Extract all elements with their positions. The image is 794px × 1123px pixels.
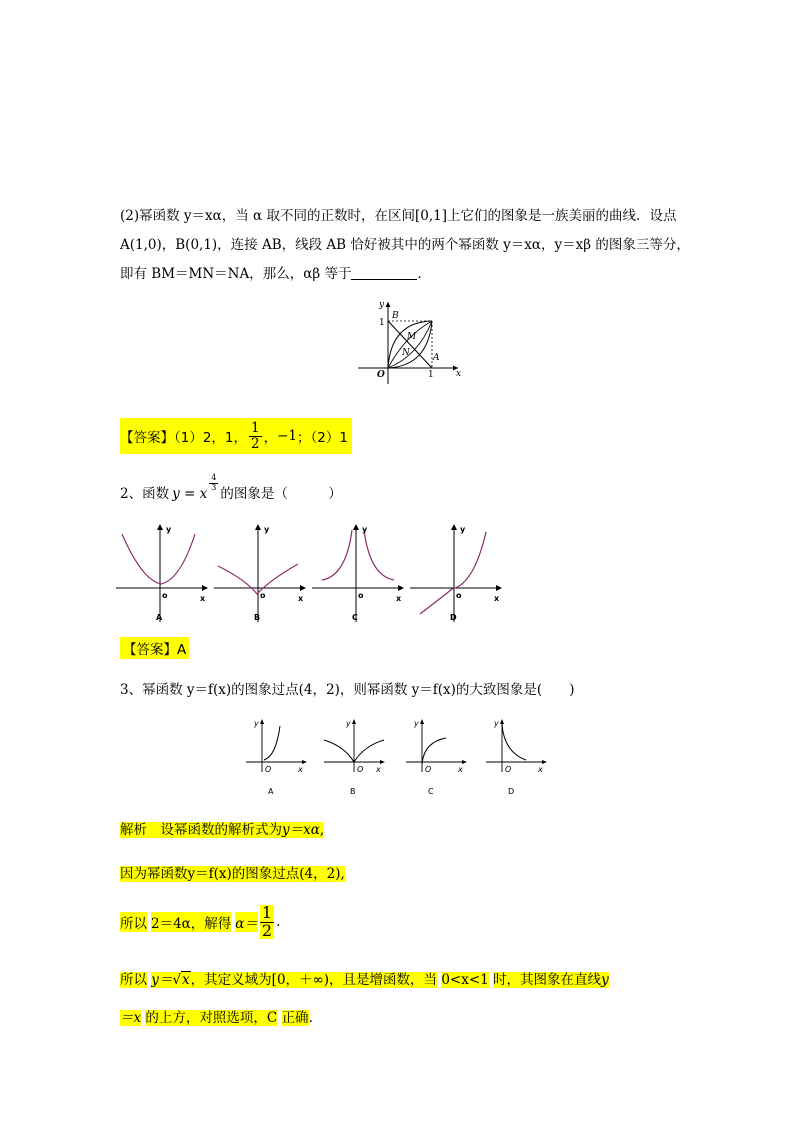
q2-line2: A(1,0)，B(0,1)，连接 AB，线段 AB 恰好被其中的两个幂函数 y＝xα，y＝xβ 的图象三等分， bbox=[120, 237, 690, 253]
q3-option-a bbox=[246, 719, 307, 796]
q3-y-label: y bbox=[346, 719, 351, 728]
sol-l4-a: 所以 bbox=[120, 972, 147, 988]
q3-x-label: x bbox=[458, 765, 463, 774]
q3-curve bbox=[422, 738, 446, 764]
q2b-y-arrow bbox=[255, 524, 261, 530]
q2b-pre: 2、函数 bbox=[120, 486, 170, 502]
answer-1-neg: −1 bbox=[277, 428, 298, 444]
sol-l4-c: ，其定义域为[0，＋∞)，且是增函数，当 bbox=[190, 972, 438, 988]
q3-x-label: x bbox=[376, 765, 381, 774]
sol-l3-fraction bbox=[260, 902, 274, 940]
q2b-x-arrow bbox=[398, 585, 404, 591]
q2b-option-label: C bbox=[352, 613, 358, 622]
sol-l4-f: y bbox=[601, 972, 609, 988]
q2-line3-end: ． bbox=[417, 266, 431, 282]
q3-option-d bbox=[486, 719, 547, 796]
q2-line3-text: 即有 BM＝MN＝NA，那么，αβ 等于 bbox=[120, 266, 352, 282]
q3-origin-label: O bbox=[357, 765, 364, 774]
q2b-x-arrow bbox=[300, 585, 306, 591]
sol-l4-b: y＝ bbox=[151, 972, 173, 988]
q2b-func: y = x bbox=[172, 486, 208, 502]
q3-option-c bbox=[406, 719, 467, 796]
q2b-option-b bbox=[214, 524, 306, 622]
sol-l3-d: α＝ bbox=[235, 912, 258, 932]
answer-1-frac-num: 1 bbox=[251, 420, 260, 437]
sol-l4-sqrt: x bbox=[182, 972, 190, 988]
q2b-curve bbox=[420, 532, 486, 614]
q2b-x-arrow bbox=[496, 585, 502, 591]
q2b-x-label: x bbox=[396, 594, 402, 603]
q2b-y-label: y bbox=[166, 525, 172, 534]
q3-curve bbox=[502, 724, 526, 760]
q3-option-b bbox=[324, 719, 385, 796]
q2b-options-graphs bbox=[112, 522, 500, 626]
answer-1-prefix: 【答案】（1）2，1， bbox=[120, 430, 248, 446]
q3-x-arrow bbox=[462, 760, 467, 764]
q2b-y-arrow bbox=[451, 524, 457, 530]
q2b-option-label: A bbox=[156, 613, 163, 622]
answer-2: 【答案】A bbox=[120, 637, 189, 659]
q2b-option-a bbox=[116, 524, 208, 622]
q3-text: 3、幂函数 y＝f(x)的图象过点(4，2)，则幂函数 y＝f(x)的大致图象是( ) bbox=[120, 682, 575, 698]
sol-l3-e: . bbox=[276, 914, 281, 930]
sol-l1-a: 解析 设幂函数的解析式为 bbox=[120, 822, 282, 838]
q3-y-label: y bbox=[494, 719, 499, 728]
sol-l3-a: 所以 bbox=[120, 912, 147, 932]
q2b-curve bbox=[322, 530, 394, 580]
fig-O: O bbox=[377, 370, 385, 380]
fig-x-label: x bbox=[456, 369, 462, 379]
q3-origin-label: O bbox=[425, 765, 432, 774]
sol-l5-c: 正确 bbox=[281, 1010, 309, 1026]
q3-y-arrow bbox=[420, 719, 424, 724]
solution-line4 bbox=[120, 968, 609, 988]
solution-line3 bbox=[120, 900, 280, 944]
sol-l2-a: 因为幂函数 bbox=[120, 866, 188, 882]
q2b-y-arrow bbox=[353, 524, 359, 530]
sol-l2-b: y＝f(x)的图象过点(4，2) bbox=[187, 866, 341, 882]
q2b-x-label: x bbox=[200, 594, 206, 603]
q3-origin-label: O bbox=[265, 765, 272, 774]
answer-1-sep: ， bbox=[263, 430, 278, 446]
q3-y-arrow bbox=[500, 719, 504, 724]
q3-y-label: y bbox=[254, 719, 259, 728]
q2b-option-d bbox=[410, 524, 502, 622]
fig-M: M bbox=[407, 332, 417, 342]
q2b-exp-den: 3 bbox=[211, 482, 217, 492]
sol-l4-e: 时，其图象在直线 bbox=[493, 972, 602, 988]
q2b-origin-label: o bbox=[456, 591, 462, 600]
q3-origin-label: O bbox=[505, 765, 512, 774]
fig-y-label: y bbox=[379, 300, 385, 310]
q2b-y-label: y bbox=[362, 525, 368, 534]
q2b-option-label: B bbox=[254, 613, 261, 622]
q2-line1: (2)幂函数 y＝xα，当 α 取不同的正数时，在区间[0,1]上它们的图象是一族美丽的曲线．设点 bbox=[120, 208, 677, 224]
q2b-x-label: x bbox=[298, 594, 304, 603]
q2b-x-arrow bbox=[202, 585, 208, 591]
sol-l4-d: 0<x<1 bbox=[441, 972, 489, 988]
q2-line3 bbox=[120, 262, 431, 282]
sol-l4-sqrt-sign: √ bbox=[172, 972, 182, 988]
answer-blank bbox=[351, 265, 417, 280]
q3-x-arrow bbox=[302, 760, 307, 764]
q2b-x-label: x bbox=[494, 594, 500, 603]
q2b-curve bbox=[122, 534, 195, 584]
q2b-origin-label: o bbox=[162, 591, 168, 600]
q2b-option-c bbox=[312, 524, 404, 622]
q3-y-arrow bbox=[260, 719, 264, 724]
solution-line1 bbox=[120, 818, 324, 838]
q3-options-graphs bbox=[244, 716, 554, 798]
q2b-y-label: y bbox=[460, 525, 466, 534]
sol-l5-b: 的上方，对照选项，C bbox=[145, 1010, 278, 1026]
sol-l3-num: 1 bbox=[261, 902, 273, 922]
fig-A: A bbox=[433, 353, 440, 363]
fig-one-x: 1 bbox=[428, 370, 434, 380]
q3-y-label: y bbox=[414, 719, 419, 728]
q3-x-arrow bbox=[542, 760, 547, 764]
sol-l3-den: 2 bbox=[261, 920, 273, 940]
q2b-y-label: y bbox=[264, 525, 270, 534]
answer-1-suffix: ；（2）1 bbox=[297, 430, 348, 446]
q3-x-arrow bbox=[380, 760, 385, 764]
sol-l2-c: , bbox=[340, 866, 345, 882]
q3-x-label: x bbox=[298, 765, 303, 774]
answer-1-frac-den: 2 bbox=[251, 435, 260, 452]
fig-one-y: 1 bbox=[379, 318, 385, 328]
q3-option-label: C bbox=[428, 787, 434, 796]
q3-option-label: B bbox=[350, 787, 356, 796]
fig-N: N bbox=[402, 348, 410, 358]
answer-1-fraction bbox=[249, 421, 262, 450]
solution-line2 bbox=[120, 862, 345, 882]
sol-l3-c: ，解得 bbox=[191, 912, 232, 932]
sol-l5-a: ＝x bbox=[120, 1010, 142, 1026]
q2b-option-label: D bbox=[450, 613, 457, 622]
answer-1 bbox=[120, 418, 352, 454]
sol-l1-b: y＝xα bbox=[282, 822, 320, 838]
sol-l1-c: , bbox=[319, 822, 325, 838]
power-function-figure bbox=[350, 296, 470, 388]
q2b-exp-num: 4 bbox=[211, 473, 217, 483]
q2b-origin-label: o bbox=[260, 591, 266, 600]
q2b-post: 的图象是（ ） bbox=[220, 486, 342, 502]
solution-line5 bbox=[120, 1006, 313, 1026]
q3-curve bbox=[264, 726, 280, 760]
q2b-origin-label: o bbox=[358, 591, 364, 600]
sol-l5-d: . bbox=[308, 1010, 313, 1026]
q3-y-arrow bbox=[352, 719, 356, 724]
fig-B: B bbox=[392, 311, 399, 321]
q2b-line bbox=[120, 473, 342, 502]
q3-x-label: x bbox=[538, 765, 543, 774]
sol-l3-b: 2＝4α bbox=[151, 912, 191, 932]
q2b-exponent bbox=[209, 474, 218, 492]
q3-option-label: D bbox=[508, 787, 515, 796]
q2b-y-arrow bbox=[157, 524, 163, 530]
q3-option-label: A bbox=[268, 787, 274, 796]
